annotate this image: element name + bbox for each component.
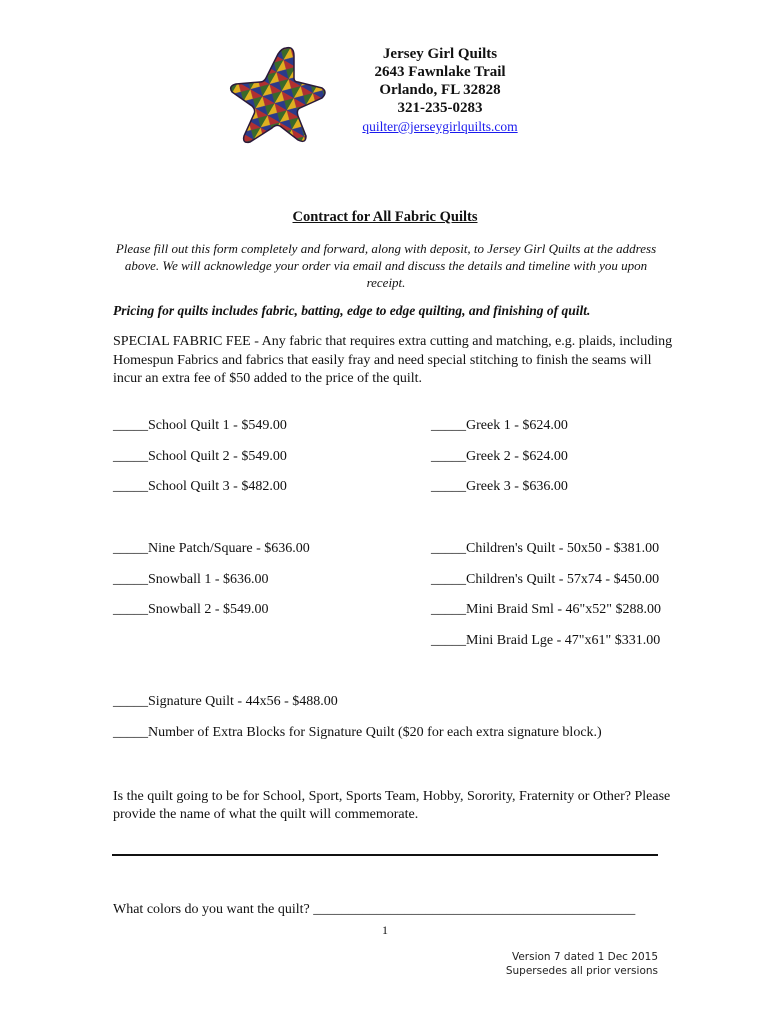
item-mini-braid-lge[interactable]: _____Mini Braid Lge - 47"x61" $331.00 <box>431 633 661 648</box>
org-city: Orlando, FL 32828 <box>379 82 501 98</box>
colors-question-field[interactable]: What colors do you want the quilt? ______________________________________________ <box>113 902 636 917</box>
item-mini-braid-sml[interactable]: _____Mini Braid Sml - 46"x52" $288.00 <box>431 602 661 617</box>
item-childrens-quilt-57x74[interactable]: _____Children's Quilt - 57x74 - $450.00 <box>431 572 660 587</box>
item-snowball-1[interactable]: _____Snowball 1 - $636.00 <box>113 572 269 587</box>
item-nine-patch[interactable]: _____Nine Patch/Square - $636.00 <box>113 541 310 556</box>
org-street: 2643 Fawnlake Trail <box>374 64 506 80</box>
item-snowball-2[interactable]: _____Snowball 2 - $549.00 <box>113 602 269 617</box>
item-signature-quilt[interactable]: _____Signature Quilt - 44x56 - $488.00 <box>113 694 338 709</box>
pricing-note: Pricing for quilts includes fabric, batting, edge to edge quilting, and finishing of quilt. <box>113 303 591 318</box>
version-footer <box>506 950 658 978</box>
page-number: 1 <box>382 923 388 937</box>
item-childrens-quilt-50x50[interactable]: _____Children's Quilt - 50x50 - $381.00 <box>431 541 660 556</box>
supersedes-text: Supersedes all prior versions <box>505 965 658 977</box>
item-greek-2[interactable]: _____Greek 2 - $624.00 <box>431 449 568 464</box>
org-name: Jersey Girl Quilts <box>382 46 498 62</box>
special-fabric-fee: SPECIAL FABRIC FEE - Any fabric that requires extra cutting and matching, e.g. plaids, including Homespun Fabrics and fabrics that easily fray and need special stitching to finish the seams will incur an extra fee of $50 added to the price of the quilt. <box>113 334 673 386</box>
commemorate-question: Is the quilt going to be for School, Sport, Sports Team, Hobby, Sorority, Fraternity or Other? Please provide the name of what the quilt will commemorate. <box>113 789 671 822</box>
version-text: Version 7 dated 1 Dec 2015 <box>511 951 658 963</box>
org-phone: 321-235-0283 <box>397 100 483 116</box>
commemorate-answer-line[interactable] <box>112 854 658 856</box>
org-email-link[interactable]: quilter@jerseygirlquilts.com <box>362 119 518 134</box>
item-school-quilt-2[interactable]: _____School Quilt 2 - $549.00 <box>113 449 287 464</box>
item-school-quilt-1[interactable]: _____School Quilt 1 - $549.00 <box>113 418 287 433</box>
item-greek-3[interactable]: _____Greek 3 - $636.00 <box>431 479 568 494</box>
item-school-quilt-3[interactable]: _____School Quilt 3 - $482.00 <box>113 479 287 494</box>
item-greek-1[interactable]: _____Greek 1 - $624.00 <box>431 418 568 433</box>
item-extra-blocks[interactable]: _____Number of Extra Blocks for Signature Quilt ($20 for each extra signature block.) <box>113 725 602 740</box>
intro-paragraph: Please fill out this form completely and forward, along with deposit, to Jersey Girl Quilts at the address above. We will acknowledge your order via email and discuss the details and timeline with you upon receipt. <box>115 241 657 290</box>
document-title: Contract for All Fabric Quilts <box>292 209 478 225</box>
